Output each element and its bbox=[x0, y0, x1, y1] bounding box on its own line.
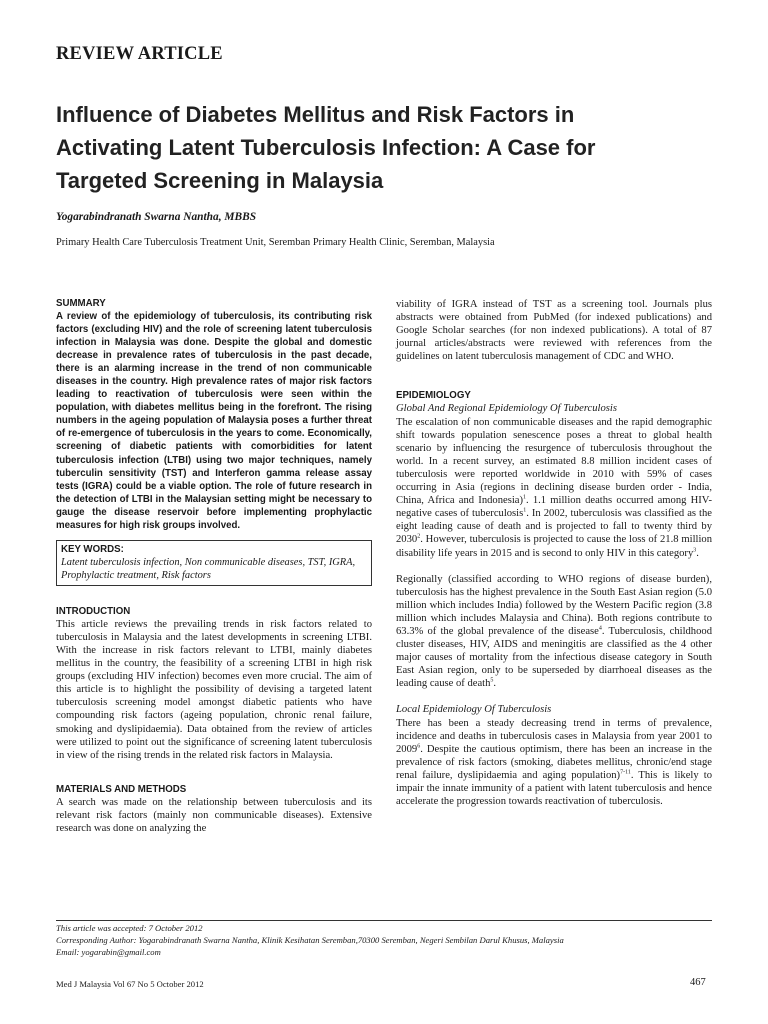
summary-text: A review of the epidemiology of tuberculosis, its contributing risk factors (excluding HIV) and the role of screening latent tuberculosis infection in Malaysia was done. Despite the global and domestic decrease in prevalence rates of tuberculosis in the past decade, there is an alarming increase in the trend of non communicable diseases in the country. High prevalence rates of major risk factors leading to reactivation of tuberculosis were seen within the population, with diabetes mellitus being in the forefront. The rising numbers in the ageing population of Malaysia poses a further threat of re-emergence of tuberculosis in the years to come. Economically, screening of diabetic patients with comorbidities for latent tuberculosis infection (LTBI) using two major techniques, namely tuberculin sensitivity (TST) and Interferon gamma release assay tests (IGRA) could be a viable option. The role of future research in the detection of LTBI in the Malaysian setting might be necessary to gauge the disease reservoir before implementing prophylactic measures for high risk groups involved. bbox=[56, 311, 372, 531]
citation: 1 bbox=[523, 507, 527, 514]
article-title bbox=[56, 98, 716, 197]
epidemiology-heading: EPIDEMIOLOGY bbox=[396, 390, 471, 402]
epidemiology-paragraph-regional: Regionally (classified according to WHO regions of disease burden), tuberculosis has the highest prevalence in the South East Asian region (5.0 million which includes India) followed by the Western Pacific region (3.8 million which includes Malaysia and China). Both regions contribute to 63.3% of the global prevalence of the disease$^4$. Tuberculosis, childhood cluster diseases, HIV, AIDS and meningitis are classified as the 4 other major causes of mortality from the infectious disease category in South East Asian region, only to be superseded by diarrhoeal diseases as the leading cause of death$^5$. bbox=[396, 573, 712, 690]
footnotes bbox=[56, 922, 716, 958]
footnote-corresponding-author: Corresponding Author: Yogarabindranath Swarna Nantha, Klinik Kesihatan Seremban,70300 Seremban, Negeri Sembilan Darul Khusus, Malaysia bbox=[56, 935, 564, 945]
footnote-email: Email: yogarabin@gmail.com bbox=[56, 947, 161, 957]
title-line: Activating Latent Tuberculosis Infection: A Case for bbox=[56, 135, 596, 160]
introduction-heading: INTRODUCTION bbox=[56, 605, 131, 617]
citation: 1 bbox=[523, 494, 527, 501]
author-affiliation: Primary Health Care Tuberculosis Treatment Unit, Seremban Primary Health Clinic, Seremban, Malaysia bbox=[56, 237, 495, 248]
left-column bbox=[56, 297, 372, 835]
footnote-accepted: This article was accepted: 7 October 2012 bbox=[56, 923, 203, 933]
citation: 2 bbox=[417, 533, 421, 540]
journal-citation: Med J Malaysia Vol 67 No 5 October 2012 bbox=[56, 979, 204, 989]
author-name: Yogarabindranath Swarna Nantha, MBBS bbox=[56, 211, 257, 223]
right-column bbox=[396, 298, 712, 808]
citation: 4 bbox=[598, 625, 602, 632]
page-number: 467 bbox=[690, 977, 706, 988]
epidemiology-subheading-global: Global And Regional Epidemiology Of Tuberculosis bbox=[396, 403, 617, 415]
methods-text: A search was made on the relationship between tuberculosis and its relevant risk factors (mainly non communicable diseases). Extensive research was done on analyzing the bbox=[56, 796, 372, 835]
methods-heading: MATERIALS AND METHODS bbox=[56, 783, 187, 795]
keywords-text: Latent tuberculosis infection, Non communicable diseases, TST, IGRA, Prophylactic treatment, Risk factors bbox=[61, 556, 356, 581]
keywords-heading: KEY WORDS: bbox=[61, 543, 124, 555]
summary-heading: SUMMARY bbox=[56, 298, 106, 309]
introduction-text: This article reviews the prevailing trends in risk factors related to tuberculosis in Malaysia and the latest developments in screening LTBI. With the increase in risk factors relevant to LTBI, mainly diabetes mellitus in the country, the feasibility of a screening LTBI in high risk groups (excluding HIV infection) becomes even more crucial. The aim of this article is to highlight the possibility of devising a targeted latent tuberculosis screening model amongst diabetic patients who have compounding risk factors (ageing population, chronic renal failure, smoking and dyslipidaemia). Data obtained from the review of articles were utilized to point out the significance of screening latent tuberculosis in view of the rising trends in the related risk factors in Malaysia. bbox=[56, 618, 372, 761]
epidemiology-paragraph-global: The escalation of non communicable diseases and the rapid demographic shift towards population senescence poses a threat to global health scenario by influencing the resurgence of tuberculosis throughout the world. In a recent survey, an estimated 8.8 million incident cases of tuberculosis were reported worldwide in 2010 with 59% of cases occurring in Asia (regions in declining disease burden order - India, China, Africa and Indonesia)$^1$. 1.1 million deaths occurred among HIV-negative cases of tuberculosis$^1$. In 2002, tuberculosis was classified as the eight leading cause of death and is projected to fall to twenty third by 2030$^2$. However, tuberculosis is projected to cause the loss of 21.8 million disability life years in 2015 and is second to only HIV in this category$^3$. bbox=[396, 416, 712, 559]
footnote-divider bbox=[56, 920, 712, 921]
section-label: REVIEW ARTICLE bbox=[56, 44, 223, 64]
citation: 5 bbox=[490, 677, 494, 684]
citation: 3 bbox=[693, 546, 697, 553]
keywords-box bbox=[56, 540, 372, 586]
methods-text-continued: viability of IGRA instead of TST as a screening tool. Journals plus abstracts were obtained from PubMed (for indexed publications) and Google Scholar searches (for non indexed publications). A total of 87 journal articles/abstracts were reviewed with references from the guidelines on latent tuberculosis management of CDC and WHO. bbox=[396, 299, 712, 363]
citation: 7-11 bbox=[620, 769, 631, 776]
title-line: Influence of Diabetes Mellitus and Risk Factors in bbox=[56, 102, 575, 127]
citation: 6 bbox=[417, 743, 421, 750]
epidemiology-paragraph-local: There has been a steady decreasing trend in terms of prevalence, incidence and deaths in tuberculosis cases in Malaysia from year 2001 to 2009$^6$. Despite the cautious optimism, there has been an increase in the prevalence of risk factors (smoking, diabetes mellitus, chronic/end stage renal failure, dyslipidaemia and aging population)$^{7-11}$. This is likely to impair the innate immunity of a patient with latent tuberculosis and hence accelerate the progression towards reactivation of tuberculosis. bbox=[396, 717, 712, 808]
title-line: Targeted Screening in Malaysia bbox=[56, 168, 384, 193]
epidemiology-subheading-local: Local Epidemiology Of Tuberculosis bbox=[396, 704, 552, 716]
